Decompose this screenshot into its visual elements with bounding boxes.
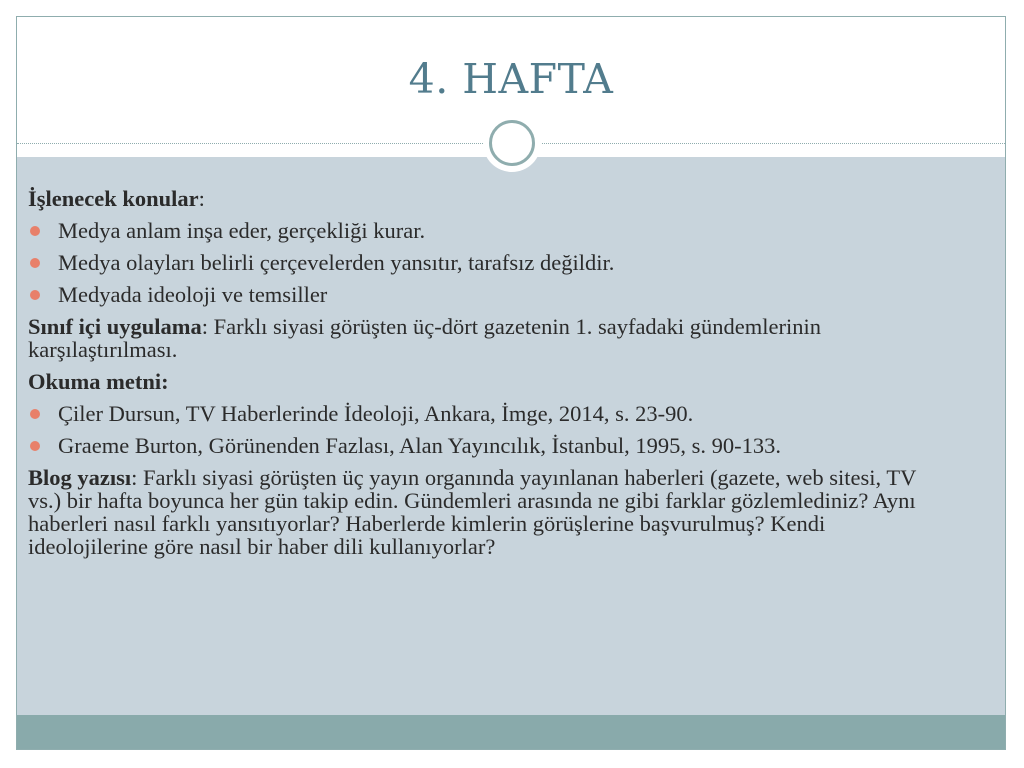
topics-heading-colon: : — [198, 186, 205, 211]
topics-list — [28, 219, 948, 306]
bullet-icon — [30, 441, 40, 451]
topic-text: Medya anlam inşa eder, gerçekliği kurar. — [58, 218, 426, 243]
reading-heading-line — [28, 370, 948, 393]
topic-text: Medya olayları belirli çerçevelerden yansıtır, tarafsız değildir. — [58, 250, 615, 275]
slide-body — [28, 187, 948, 567]
class-practice-label: Sınıf içi uygulama — [28, 314, 202, 339]
reading-text: Graeme Burton, Görünenden Fazlası, Alan Yayıncılık, İstanbul, 1995, s. 90-133. — [58, 433, 782, 458]
readings-list — [28, 402, 948, 457]
list-item — [28, 434, 948, 457]
list-item — [28, 219, 948, 242]
circle-ornament-icon — [483, 114, 541, 172]
topic-text: Medyada ideoloji ve temsiller — [58, 282, 328, 307]
reading-heading: Okuma metni: — [28, 369, 169, 394]
bullet-icon — [30, 258, 40, 268]
class-practice-text: : Farklı siyasi görüşten üç-dört gazetenin 1. sayfadaki gündemlerinin karşılaştırılması. — [28, 314, 822, 362]
slide-title: 4. HAFTA — [408, 55, 614, 103]
reading-text: Çiler Dursun, TV Haberlerinde İdeoloji, Ankara, İmge, 2014, s. 23-90. — [58, 401, 694, 426]
bullet-icon — [30, 290, 40, 300]
footer-band — [17, 715, 1005, 749]
ring-icon — [489, 120, 535, 166]
blog-label: Blog yazısı — [28, 465, 132, 490]
list-item — [28, 402, 948, 425]
bullet-icon — [30, 409, 40, 419]
list-item — [28, 283, 948, 306]
list-item — [28, 251, 948, 274]
bullet-icon — [30, 226, 40, 236]
blog-text: : Farklı siyasi görüşten üç yayın organında yayınlanan haberleri (gazete, web sitesi, TV vs.) bir hafta boyunca her gün takip edin. Gündemleri arasında ne gibi farklar gözlemlediniz? Aynı haberleri nasıl farklı yansıtıyorlar? Haberlerde kimlerin görüşlerine başvurulmuş? Kendi ideolojilerine göre nasıl bir haber dili kullanıyorlar? — [28, 465, 916, 559]
class-practice-paragraph — [28, 315, 948, 361]
topics-heading: İşlenecek konular — [28, 186, 199, 211]
topics-heading-line — [28, 187, 948, 210]
blog-paragraph — [28, 466, 948, 558]
